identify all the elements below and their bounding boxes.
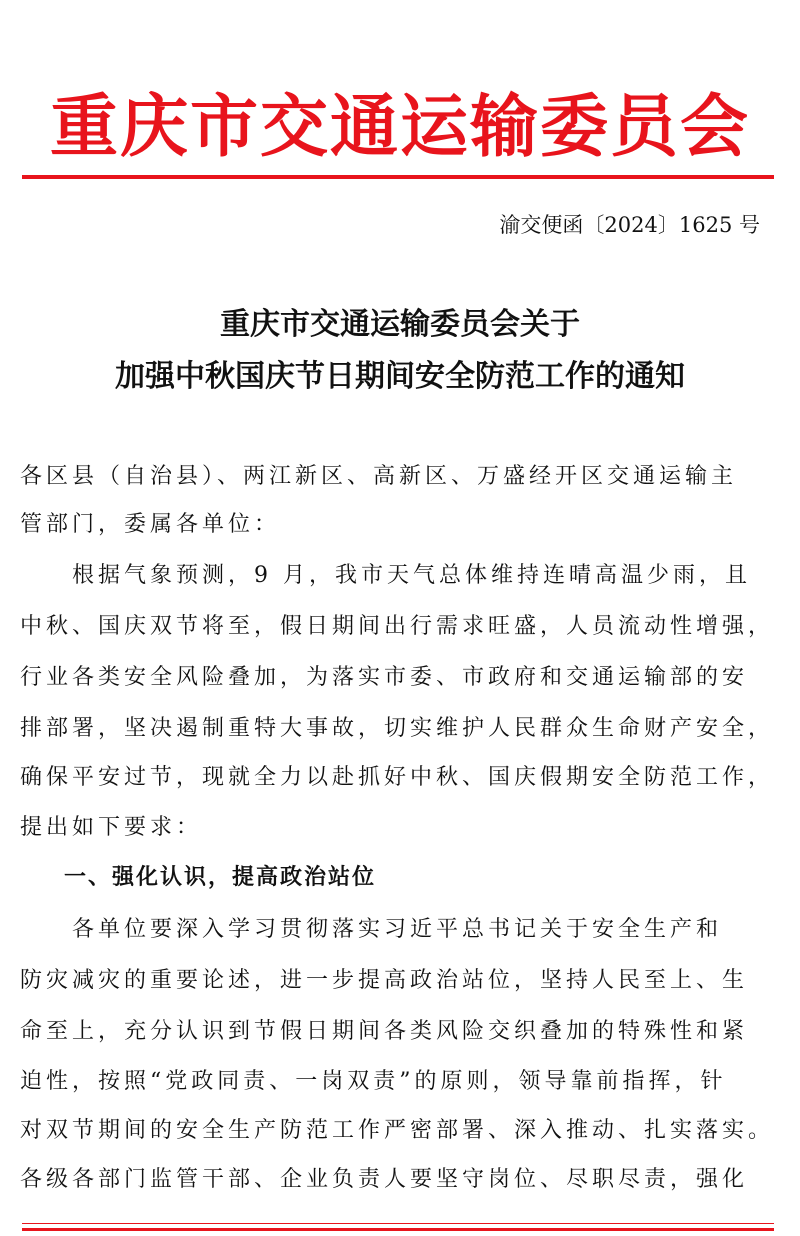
section-body-line: 各级各部门监管干部、企业负责人要坚守岗位、尽职尽责，强化 [20, 1167, 749, 1192]
intro-line: 根据气象预测，9 月，我市天气总体维持连晴高温少雨，且 [20, 563, 751, 588]
intro-line: 中秋、国庆双节将至，假日期间出行需求旺盛，人员流动性增强， [20, 614, 775, 639]
intro-line: 排部署，坚决遏制重特大事故，切实维护人民群众生命财产安全， [20, 716, 775, 741]
section-body-line: 对双节期间的安全生产防范工作严密部署、深入推动、扎实落实。 [20, 1118, 775, 1143]
footer-red-rule-thick [22, 1228, 774, 1231]
recipients-line: 管部门，委属各单位： [20, 512, 281, 537]
footer-red-rule-thin [22, 1223, 774, 1224]
document-title-line-1: 重庆市交通运输委员会关于 [220, 307, 580, 342]
section-body-line: 命至上，充分认识到节假日期间各类风险交织叠加的特殊性和紧 [20, 1019, 749, 1044]
intro-line: 行业各类安全风险叠加，为落实市委、市政府和交通运输部的安 [20, 665, 749, 690]
section-heading: 一、强化认识，提高政治站位 [64, 865, 377, 890]
document-number: 渝交便函〔2024〕1625 号 [499, 213, 760, 237]
masthead-agency-name: 重庆市交通运输委员会 [49, 88, 750, 167]
section-body-line: 各单位要深入学习贯彻落实习近平总书记关于安全生产和 [20, 917, 723, 942]
section-body-line: 迫性，按照“党政同责、一岗双责”的原则，领导靠前指挥，针 [20, 1069, 727, 1094]
intro-line: 确保平安过节，现就全力以赴抓好中秋、国庆假期安全防范工作， [20, 765, 775, 790]
document-title-line-2: 加强中秋国庆节日期间安全防范工作的通知 [115, 359, 685, 394]
masthead-red-rule [22, 175, 774, 179]
recipients-line: 各区县（自治县）、两江新区、高新区、万盛经开区交通运输主 [20, 464, 738, 489]
intro-line: 提出如下要求： [20, 815, 203, 840]
section-body-line: 防灾减灾的重要论述，进一步提高政治站位，坚持人民至上、生 [20, 968, 749, 993]
